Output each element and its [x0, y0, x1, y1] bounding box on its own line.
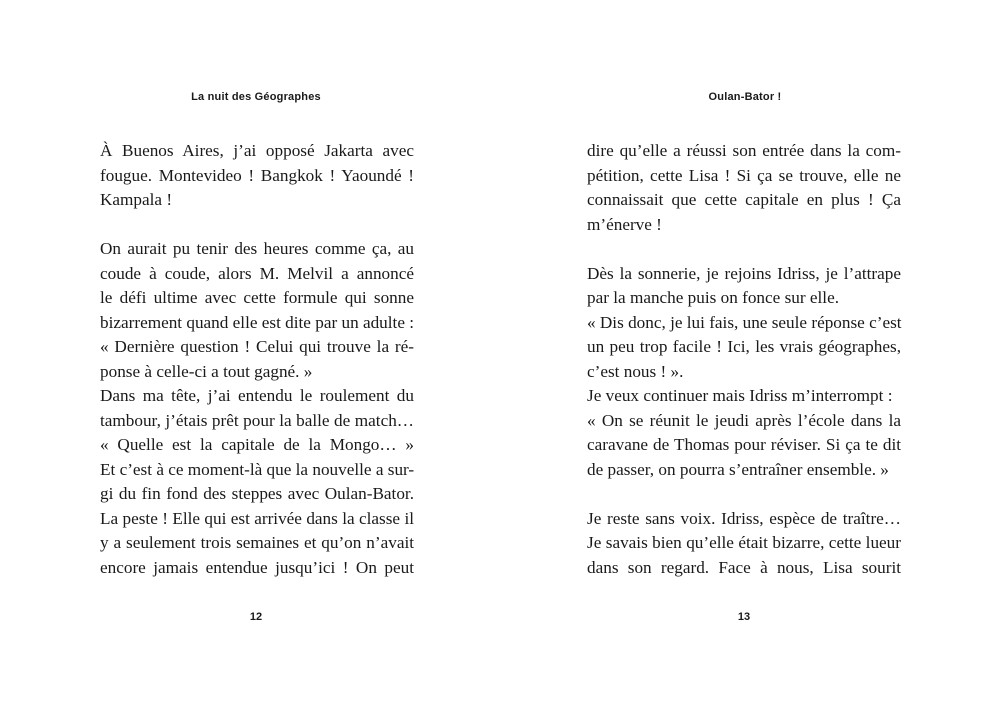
text-line: Je savais bien qu’elle était bizarre, cette lueur	[587, 533, 901, 552]
text-line: encore jamais entendue jusqu’ici ! On peut	[100, 557, 414, 577]
text-line: « On se réunit le jeudi après l’école dans la	[587, 410, 901, 430]
body-text	[100, 139, 414, 580]
text-line: Dès la sonnerie, je rejoins Idriss, je l’attrape	[587, 263, 901, 283]
text-line: Je reste sans voix. Idriss, espèce de traître…	[587, 508, 901, 528]
page-number: 12	[249, 611, 263, 623]
text-line: caravane de Thomas pour réviser. Si ça te dit	[587, 435, 901, 454]
text-line: m’énerve !	[587, 214, 662, 234]
paragraph-gap	[100, 213, 414, 238]
text-line: coude à coude, alors M. Melvil a annoncé	[100, 263, 414, 283]
running-head: Oulan-Bator !	[708, 91, 782, 103]
text-line: dans son regard. Face à nous, Lisa sourit	[587, 557, 901, 577]
text-line: On aurait pu tenir des heures comme ça, au	[100, 239, 414, 258]
page-number: 13	[737, 611, 751, 623]
text-line: « Dernière question ! Celui qui trouve la ré-	[100, 337, 414, 356]
running-head: La nuit des Géographes	[191, 91, 321, 103]
text-line: un peu trop facile ! Ici, les vrais géographes,	[587, 337, 901, 356]
text-line: bizarrement quand elle est dite par un adulte :	[100, 312, 415, 332]
text-line: pétition, cette Lisa ! Si ça se trouve, elle ne	[587, 165, 901, 185]
text-line: dire qu’elle a réussi son entrée dans la com-	[587, 141, 901, 160]
text-line: Dans ma tête, j’ai entendu le roulement du	[100, 386, 414, 405]
right-page	[500, 0, 1000, 715]
paragraph-gap	[587, 482, 901, 507]
text-line: par la manche puis on fonce sur elle.	[587, 288, 839, 307]
text-line: le défi ultime avec cette formule qui sonne	[100, 288, 414, 307]
text-line: c’est nous ! ».	[587, 361, 684, 381]
text-line: Kampala !	[100, 190, 173, 209]
text-line: y a seulement trois semaines et qu’on n’avait	[100, 533, 414, 552]
body-text	[587, 139, 901, 580]
text-line: de passer, on pourra s’entraîner ensemble. »	[587, 459, 889, 479]
text-line: Je veux continuer mais Idriss m’interrompt :	[587, 386, 893, 405]
text-line: La peste ! Elle qui est arrivée dans la classe il	[100, 508, 414, 528]
text-line: connaissait que cette capitale en plus ! Ça	[587, 190, 901, 209]
text-line: « Dis donc, je lui fais, une seule réponse c’est	[587, 312, 902, 332]
text-line: ponse à celle-ci a tout gagné. »	[100, 361, 313, 381]
text-line: « Quelle est la capitale de la Mongo… »	[100, 435, 414, 454]
text-line: À Buenos Aires, j’ai opposé Jakarta avec	[100, 141, 414, 160]
text-line: tambour, j’étais prêt pour la balle de match…	[100, 410, 414, 430]
text-line: gi du fin fond des steppes avec Oulan-Bator.	[100, 484, 414, 503]
text-line: fougue. Montevideo ! Bangkok ! Yaoundé !	[100, 165, 414, 185]
paragraph-gap	[587, 237, 901, 262]
text-line: Et c’est à ce moment-là que la nouvelle a sur-	[100, 459, 415, 479]
